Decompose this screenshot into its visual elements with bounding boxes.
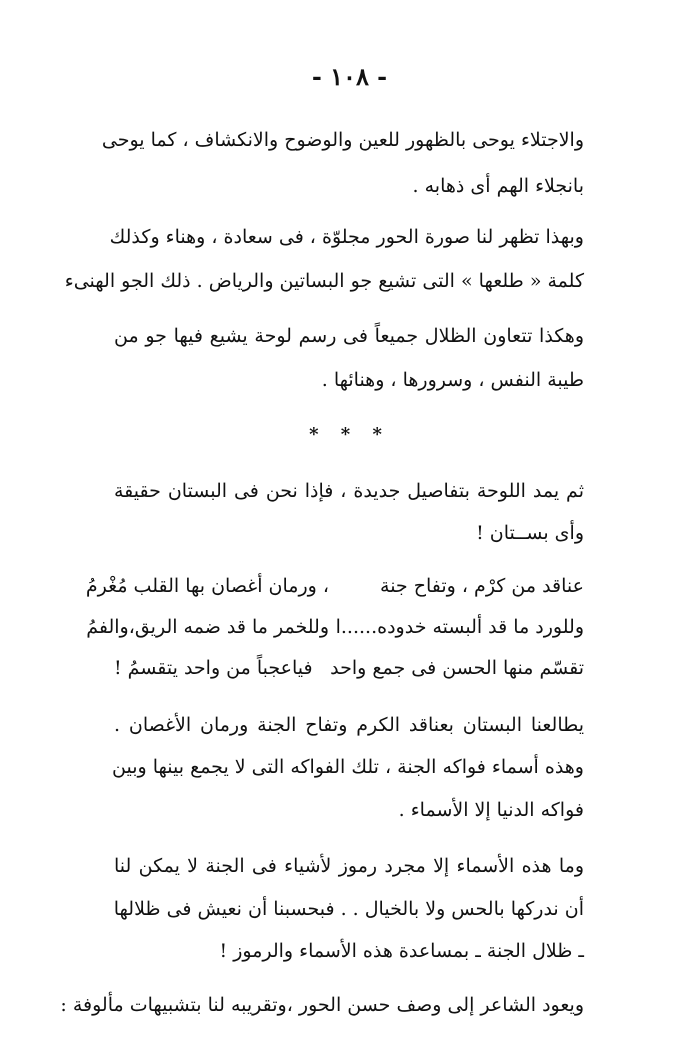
verse-row bbox=[86, 612, 584, 642]
verse-row bbox=[114, 653, 584, 683]
verse-first-hemistich: تقسّم منها الحسن فى جمع واحد bbox=[330, 657, 584, 679]
verse-first-hemistich: وللورد ما قد ألبسته خدوده......ا bbox=[335, 616, 584, 638]
paragraph-line: ـ ظلال الجنة ـ بمساعدة هذه الأسماء والرموز ! bbox=[219, 940, 584, 962]
verse-second-hemistich: فياعجباً من واحد يتقسمُ ! bbox=[114, 657, 313, 679]
paragraph-line: وأى بســتان ! bbox=[476, 522, 584, 544]
paragraph-line: ويعود الشاعر إلى وصف حسن الحور ،وتقريبه لنا بتشبيهات مألوفة : bbox=[60, 994, 584, 1016]
paragraph-line: وهذه أسماء فواكه الجنة ، تلك الفواكه التى لا يجمع بينها وبين bbox=[112, 756, 584, 778]
verse-second-hemistich: ، ورمان أغصان بها القلب مُغْرمُ bbox=[85, 575, 329, 597]
verse-row bbox=[85, 571, 584, 601]
paragraph-line: ثم يمد اللوحة بتفاصيل جديدة ، فإذا نحن فى البستان حقيقة bbox=[114, 480, 584, 502]
paragraph-line: فواكه الدنيا إلا الأسماء . bbox=[398, 799, 584, 821]
paragraph-line: يطالعنا البستان بعناقد الكرم وتفاح الجنة ورمان الأغصان . bbox=[114, 714, 584, 736]
paragraph-line: وهكذا تتعاون الظلال جميعاً فى رسم لوحة يشيع فيها جو من bbox=[114, 325, 584, 347]
page-number: - ١٠٨ - bbox=[311, 62, 388, 91]
paragraph-line: وما هذه الأسماء إلا مجرد رموز لأشياء فى الجنة لا يمكن لنا bbox=[114, 855, 584, 877]
paragraph-line: أن ندركها بالحس ولا بالخيال . . فبحسبنا أن نعيش فى ظلالها bbox=[113, 898, 584, 920]
section-separator: * * * bbox=[309, 424, 390, 445]
paragraph-line: بانجلاء الهم أى ذهابه . bbox=[412, 175, 584, 197]
verse-second-hemistich: وللخمر ما قد ضمه الريق،والفمُ bbox=[86, 616, 329, 638]
verse-first-hemistich: عناقد من كرْم ، وتفاح جنة bbox=[380, 575, 584, 597]
paragraph-line: طيبة النفس ، وسرورها ، وهنائها . bbox=[321, 369, 584, 391]
paragraph-line: والاجتلاء يوحى بالظهور للعين والوضوح والانكشاف ، كما يوحى bbox=[101, 129, 584, 151]
paragraph-line: كلمة « طلعها » التى تشيع جو البساتين والرياض . ذلك الجو الهنىء bbox=[64, 270, 584, 292]
paragraph-line: وبهذا تظهر لنا صورة الحور مجلوّة ، فى سعادة ، وهناء وكذلك bbox=[109, 226, 584, 248]
